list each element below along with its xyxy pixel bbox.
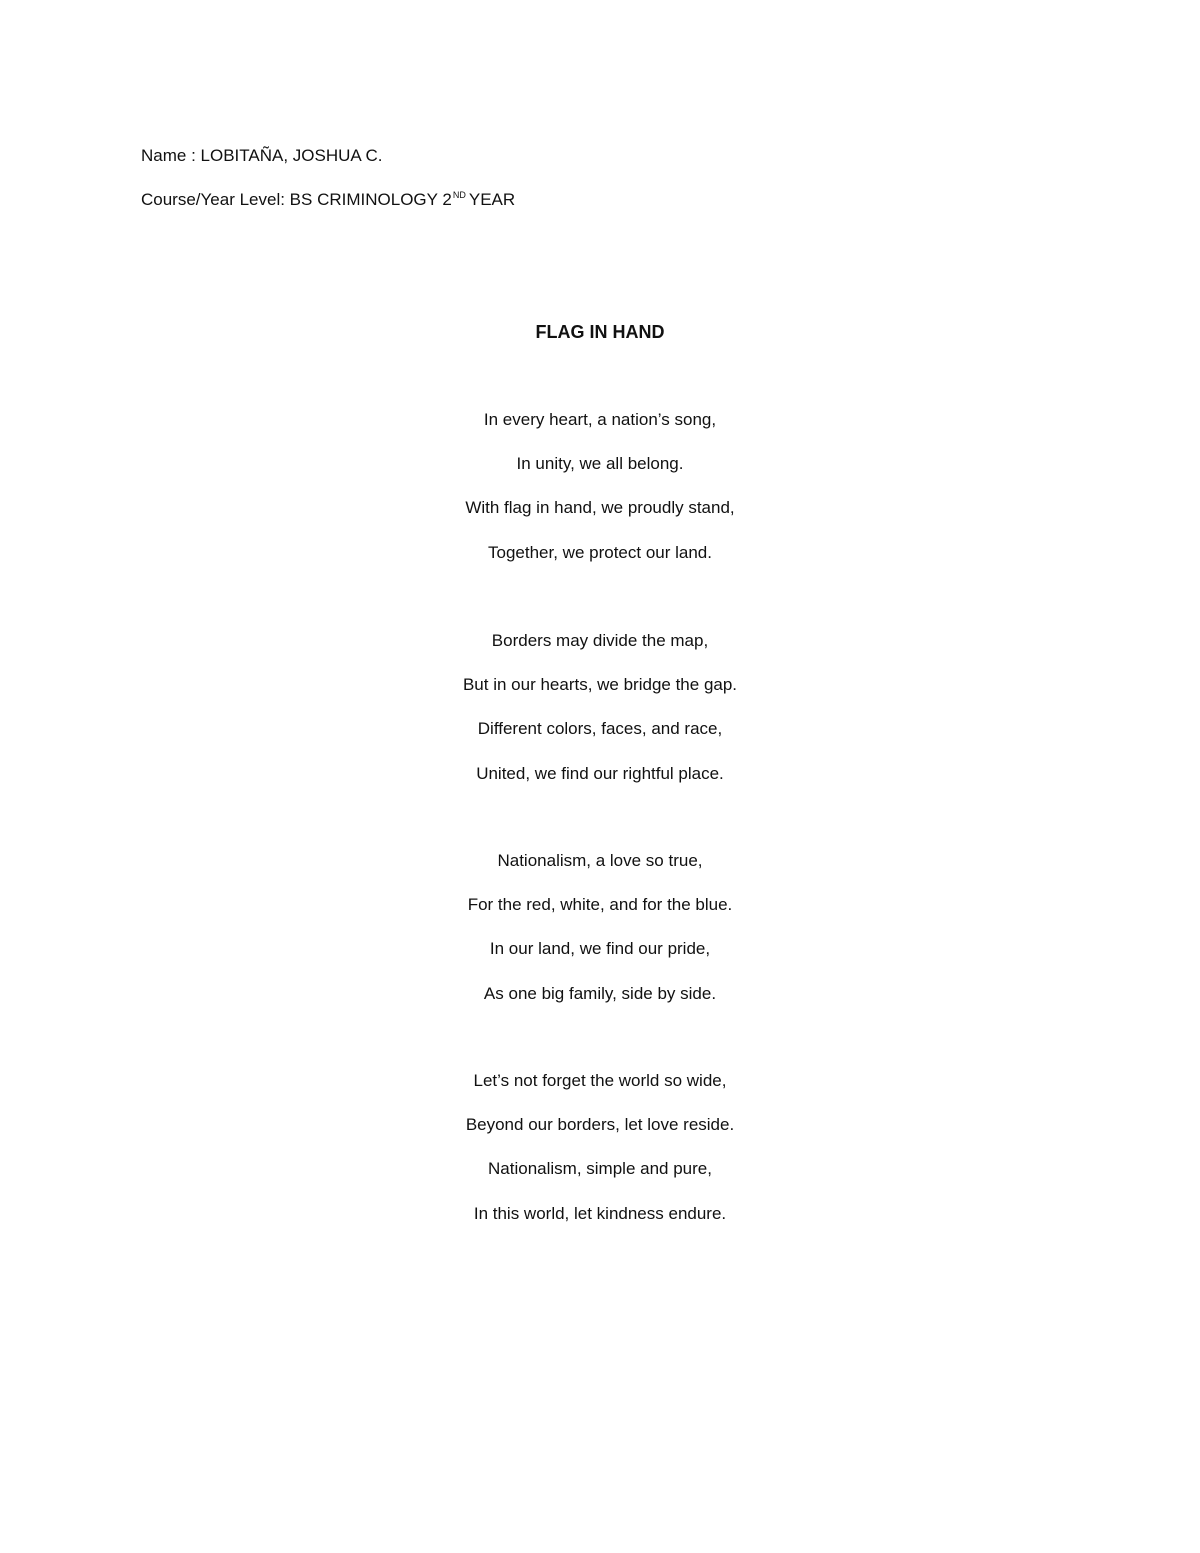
ordinal-superscript: ND xyxy=(452,190,466,200)
stanza-3 xyxy=(0,850,1200,1027)
verse-line: Nationalism, a love so true, xyxy=(497,851,703,870)
verse-line: Different colors, faces, and race, xyxy=(477,719,723,739)
verse-line: Nationalism, simple and pure, xyxy=(488,1159,712,1179)
poem-title: FLAG IN HAND xyxy=(535,322,665,342)
verse-line: United, we find our rightful place. xyxy=(476,763,724,783)
course-year-level-line xyxy=(141,189,515,211)
verse-line: In this world, let kindness endure. xyxy=(473,1203,727,1223)
verse-line: Let’s not forget the world so wide, xyxy=(473,1071,727,1090)
verse-line: Beyond our borders, let love reside. xyxy=(465,1115,735,1135)
student-name-line: Name : LOBITAÑA, JOSHUA C. xyxy=(141,146,383,165)
verse-line: With flag in hand, we proudly stand, xyxy=(465,498,735,518)
course-year-suffix: YEAR xyxy=(468,190,516,209)
verse-line: For the red, white, and for the blue. xyxy=(467,895,733,915)
verse-line: As one big family, side by side. xyxy=(483,983,717,1003)
course-year-level-text: Course/Year Level: BS CRIMINOLOGY 2 xyxy=(141,190,452,209)
verse-line: In unity, we all belong. xyxy=(516,454,684,474)
verse-line: In our land, we find our pride, xyxy=(489,939,711,959)
stanza-4 xyxy=(0,1070,1200,1247)
verse-line: But in our hearts, we bridge the gap. xyxy=(462,675,738,695)
stanza-2 xyxy=(0,630,1200,807)
stanza-1 xyxy=(0,409,1200,586)
verse-line: In every heart, a nation’s song, xyxy=(483,410,717,429)
verse-line: Together, we protect our land. xyxy=(488,542,712,562)
verse-line: Borders may divide the map, xyxy=(491,631,709,650)
